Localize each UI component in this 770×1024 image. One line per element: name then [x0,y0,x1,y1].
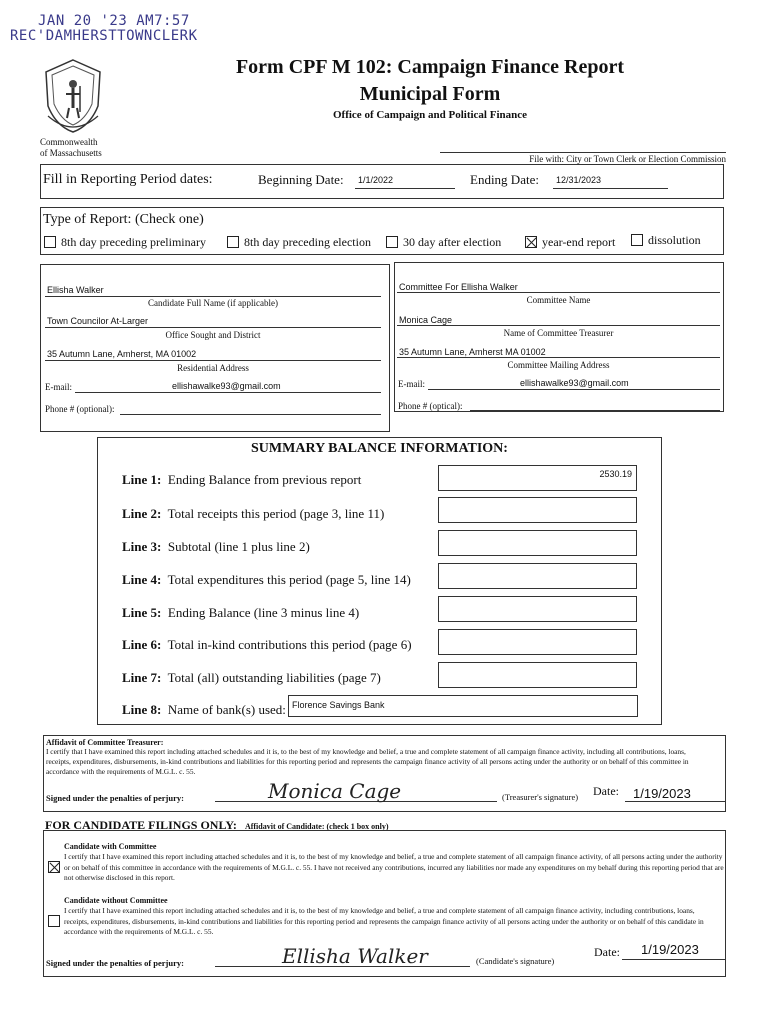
treasurer-date-label: Date: [593,784,619,798]
checkbox-icon[interactable] [631,234,643,246]
without-committee-text: I certify that I have examined this report including attached schedules and it is, to the best of my knowledge and belief, a true and complete statement of all campaign finance activity, including contributions, loans, receipts, expenditures, disbursements, in-kind contributions and liabilities for this reporting period and represents the campaign finance activity of all persons acting under the authority or on behalf of this candidate in accordance with the requirements of M.G.L. c. 55. [64,906,704,936]
summary-line-5-box[interactable] [438,596,637,622]
candidate-name-field[interactable]: Ellisha Walker [47,285,104,295]
treasurer-name-rule [397,325,720,326]
summary-title: SUMMARY BALANCE INFORMATION: [251,441,508,456]
file-with-rule [440,152,726,153]
checkbox-icon[interactable] [48,915,60,927]
report-type-option-election[interactable]: 8th day preceding election [227,235,371,250]
beginning-date-rule [355,188,455,189]
state-seal [38,56,108,136]
candidate-email-label: E-mail: [45,382,72,392]
candidate-date-label: Date: [594,945,620,959]
candidate-email-field[interactable]: ellishawalke93@gmail.com [172,381,281,391]
treasurer-signature-caption: (Treasurer's signature) [502,792,579,802]
residential-address-field[interactable]: 35 Autumn Lane, Amherst, MA 01002 [47,349,197,359]
summary-line-6-box[interactable] [438,629,637,655]
ending-date-field[interactable]: 12/31/2023 [556,175,602,185]
committee-name-field[interactable]: Committee For Ellisha Walker [399,282,518,292]
report-type-option-dissolution[interactable]: dissolution [631,233,701,248]
committee-phone-rule [470,410,720,411]
committee-address-rule [397,357,720,358]
treasurer-signature: Monica Cage [268,779,402,803]
committee-email-rule [428,389,720,390]
summary-line-1-value: 2530.19 [599,469,632,479]
summary-line-6: Line 6: Total in-kind contributions this period (page 6) [122,637,412,652]
treasurer-date-field[interactable]: 1/19/2023 [633,786,691,801]
bank-name-field: Florence Savings Bank [292,700,385,710]
office-name: Office of Campaign and Political Finance [332,109,527,121]
committee-email-label: E-mail: [398,379,425,389]
ending-date-label: Ending Date: [470,172,539,187]
stamp-received: REC'DAMHERSTTOWNCLERK [10,28,198,44]
beginning-date-field[interactable]: 1/1/2022 [358,175,394,185]
file-with-note: File with: City or Town Clerk or Election Commission [529,154,726,164]
candidate-phone-label: Phone # (optional): [45,404,115,414]
summary-line-7: Line 7: Total (all) outstanding liabilities (page 7) [122,670,381,685]
candidate-filings-heading: FOR CANDIDATE FILINGS ONLY: Affidavit of Candidate: (check 1 box only) [45,818,389,832]
received-stamp [10,14,200,44]
summary-line-4: Line 4: Total expenditures this period (page 5, line 14) [122,572,411,587]
form-subtitle: Municipal Form [359,83,501,105]
checkbox-icon[interactable] [386,236,398,248]
office-sought-rule [45,327,381,328]
summary-line-3-box[interactable] [438,530,637,556]
checkbox-icon[interactable] [227,236,239,248]
summary-line-1-box[interactable] [438,465,637,491]
treasurer-name-field[interactable]: Monica Cage [399,315,453,325]
candidate-signature-caption: (Candidate's signature) [476,956,555,966]
committee-address-field[interactable]: 35 Autumn Lane, Amherst MA 01002 [399,347,546,357]
committee-name-caption: Committee Name [526,295,591,305]
committee-address-caption: Committee Mailing Address [507,360,610,370]
bank-name-box[interactable] [288,695,638,717]
with-committee-text: I certify that I have examined this report including attached schedules and it is, to the best of my knowledge and belief, a true and complete statement of all campaign finance activity, of all persons acting under the authority or on behalf of this committee in accordance with the requirements of M.G.L. c. 55. I have not received any contributions, incurred any liabilities nor made any expenditures on my behalf during this reporting period that are not otherwise disclosed in this report. [64,852,724,882]
committee-name-rule [397,292,720,293]
treasurer-signed-label: Signed under the penalties of perjury: [46,793,184,803]
candidate-date-rule [622,959,726,960]
treasurer-name-caption: Name of Committee Treasurer [503,328,614,338]
with-committee-heading: Candidate with Committee [64,842,157,851]
treasurer-date-rule [625,801,725,802]
candidate-email-rule [75,392,381,393]
reporting-period-label: Fill in Reporting Period dates: [43,172,213,187]
treasurer-affidavit-text: I certify that I have examined this report including attached schedules and it is, to the best of my knowledge and belief, a true and complete statement of all campaign finance activity, including all contributions, loans, receipts, expenditures, disbursements, in-kind contributions and liabilities for this reporting period and represents the campaign finance activity of all persons acting under the authority or on behalf of this committee in accordance with the requirements of M.G.L. c. 55. [46,747,689,776]
report-type-option-year-end[interactable]: year-end report [525,235,615,250]
summary-line-8: Line 8: Name of bank(s) used: [122,702,286,717]
report-type-option-preliminary[interactable]: 8th day preceding preliminary [44,235,206,250]
candidate-signed-label: Signed under the penalties of perjury: [46,958,184,968]
committee-email-field[interactable]: ellishawalke93@gmail.com [520,378,629,388]
summary-line-1: Line 1: Ending Balance from previous report [122,472,362,487]
without-committee-heading: Candidate without Committee [64,896,168,905]
office-sought-caption: Office Sought and District [165,330,261,340]
residential-address-caption: Residential Address [177,363,249,373]
candidate-phone-rule [120,414,381,415]
office-sought-field[interactable]: Town Councilor At-Larger [47,316,149,326]
without-committee-checkbox[interactable] [48,912,65,930]
report-type-label: Type of Report: (Check one) [43,212,204,227]
stamp-date: JAN 20 '23 AM7:57 [38,13,190,29]
report-type-option-30day[interactable]: 30 day after election [386,235,501,250]
summary-line-5: Line 5: Ending Balance (line 3 minus line 4) [122,605,360,620]
checkbox-icon[interactable] [44,236,56,248]
residential-address-rule [45,360,381,361]
ending-date-rule [553,188,668,189]
checkbox-checked-icon[interactable] [48,861,60,873]
candidate-name-caption: Candidate Full Name (if applicable) [148,298,278,308]
committee-phone-label: Phone # (optical): [398,401,463,411]
candidate-signature: Ellisha Walker [282,944,428,968]
summary-line-3: Line 3: Subtotal (line 1 plus line 2) [122,539,310,554]
summary-line-2-box[interactable] [438,497,637,523]
summary-line-2: Line 2: Total receipts this period (page 3, line 11) [122,506,385,521]
summary-line-7-box[interactable] [438,662,637,688]
summary-line-4-box[interactable] [438,563,637,589]
seal-caption: Commonwealth of Massachusetts [40,137,102,158]
form-title: Form CPF M 102: Campaign Finance Report [235,56,625,78]
checkbox-checked-icon[interactable] [525,236,537,248]
with-committee-checkbox[interactable] [48,858,65,876]
beginning-date-label: Beginning Date: [258,172,344,187]
treasurer-affidavit-heading: Affidavit of Committee Treasurer: [46,738,164,747]
candidate-date-field[interactable]: 1/19/2023 [641,942,699,957]
candidate-name-rule [45,296,381,297]
